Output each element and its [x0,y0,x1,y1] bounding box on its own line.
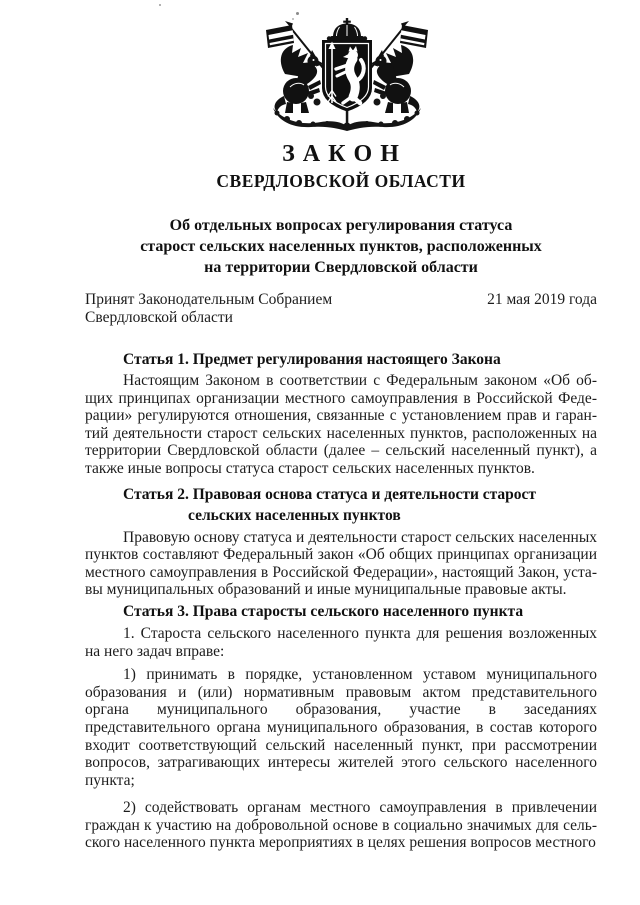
article-3-subitem-1: 1) принимать в порядке, установленном уставом муниципального образования и (или) нормативным правовым актом представительного органа муниципального образования, участие в заседаниях представительного органа муниципального образования, в состав которого входит соответствующий сельский населенный пункт, при рассмотрении вопросов, затрагивающих интересы жителей этого сельского населенного пункта; [85,666,597,789]
article-3 [85,601,597,852]
article-2-paragraph: Правовую основу статуса и деятельности старост сельских населенных пунктов составляют Федеральный закон «Об общих принципах организации местного самоуправления в Российской Федерации», настоящий Закон, уставы муниципальных образований и иные муниципальные правовые акты. [85,528,597,599]
document-title-line: Об отдельных вопросах регулирования статуса [169,217,513,234]
scan-speckle [159,4,161,6]
document-title-line: старост сельских населенных пунктов, расположенных [140,238,542,255]
article-2-heading [85,484,597,526]
article-heading-line: Статья 1. Предмет регулирования настоящего Закона [123,351,501,368]
article-heading-line: Статья 3. Права старосты сельского населенного пункта [123,602,524,620]
coat-of-arms-icon [263,18,431,132]
article-3-subitem-2: 2) содействовать органам местного самоуправления в привлечении граждан к участию на добровольной основе в социально значимых для сельского населенного пункта мероприятиях в целях решения вопросов местного [85,799,597,852]
document-title-line: на территории Свердловской области [204,259,478,276]
region-name-title: СВЕРДЛОВСКОЙ ОБЛАСТИ [216,171,466,191]
article-heading-line: Статья 2. Правовая основа статуса и деятельности старост [123,485,537,503]
article-3-heading [85,601,597,622]
article-heading-line: сельских населенных пунктов [188,506,401,524]
article-3-paragraph: 1. Староста сельского населенного пункта для решения возложенных на него задач вправе: [85,624,597,660]
law-word-title: З А К О Н [282,141,400,167]
adopted-by [85,291,332,326]
adoption-block [85,291,597,326]
article-1-paragraph: Настоящим Законом в соответствии с Федеральным законом «Об общих принципах организации местного самоуправления в Российской Федерации» регулируются отношения, связанные с установлением прав и гарантий деятельности старост сельских населенных пунктов, расположенных на территории Свердловской области (далее – сельский населенный пункт), а также иные вопросы статуса старост сельских населенных пунктов. [85,372,597,477]
article-1 [85,349,597,478]
adoption-date: 21 мая 2019 года [487,291,597,308]
adopted-by-line: Свердловской области [85,308,233,326]
scan-speckle [296,12,299,15]
adopted-by-line: Принят Законодательным Собранием [85,291,333,308]
article-1-heading [85,349,597,370]
article-2 [85,484,597,599]
document-title [85,215,597,278]
